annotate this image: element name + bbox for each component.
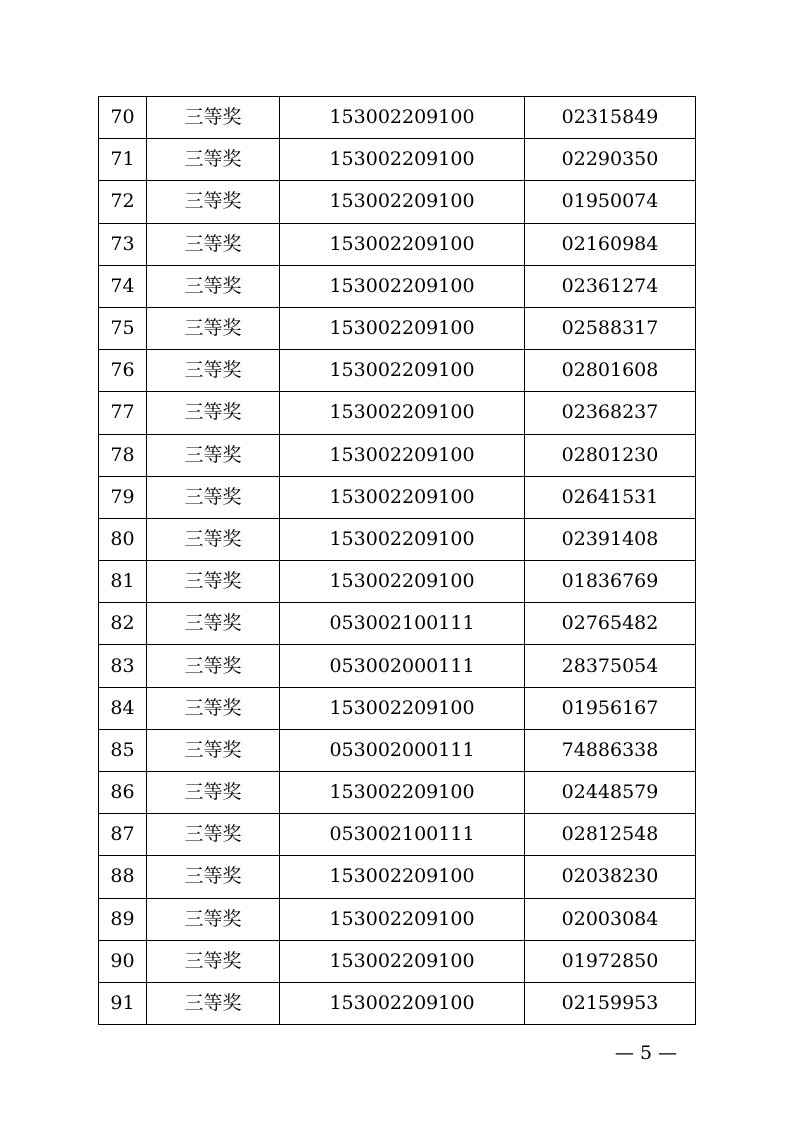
invoice-code: 153002209100 bbox=[280, 898, 525, 940]
prize-level: 三等奖 bbox=[147, 940, 280, 982]
invoice-number: 02812548 bbox=[525, 814, 696, 856]
invoice-code: 153002209100 bbox=[280, 687, 525, 729]
invoice-number: 02588317 bbox=[525, 307, 696, 349]
invoice-number: 74886338 bbox=[525, 729, 696, 771]
table-row bbox=[99, 307, 696, 349]
row-number: 74 bbox=[99, 265, 147, 307]
row-number: 82 bbox=[99, 603, 147, 645]
invoice-number: 02448579 bbox=[525, 772, 696, 814]
invoice-code: 053002100111 bbox=[280, 603, 525, 645]
row-number: 77 bbox=[99, 392, 147, 434]
table-row bbox=[99, 139, 696, 181]
row-number: 90 bbox=[99, 940, 147, 982]
invoice-code: 053002100111 bbox=[280, 814, 525, 856]
table-row bbox=[99, 645, 696, 687]
invoice-code: 153002209100 bbox=[280, 476, 525, 518]
prize-level: 三等奖 bbox=[147, 772, 280, 814]
prize-level: 三等奖 bbox=[147, 265, 280, 307]
prize-level: 三等奖 bbox=[147, 223, 280, 265]
prize-level: 三等奖 bbox=[147, 687, 280, 729]
invoice-number: 02641531 bbox=[525, 476, 696, 518]
table-row bbox=[99, 898, 696, 940]
invoice-code: 153002209100 bbox=[280, 139, 525, 181]
table-row bbox=[99, 265, 696, 307]
table-row bbox=[99, 561, 696, 603]
invoice-number: 01950074 bbox=[525, 181, 696, 223]
row-number: 73 bbox=[99, 223, 147, 265]
invoice-code: 153002209100 bbox=[280, 982, 525, 1024]
prize-level: 三等奖 bbox=[147, 307, 280, 349]
table-row bbox=[99, 476, 696, 518]
row-number: 75 bbox=[99, 307, 147, 349]
row-number: 91 bbox=[99, 982, 147, 1024]
prize-level: 三等奖 bbox=[147, 856, 280, 898]
invoice-code: 053002000111 bbox=[280, 645, 525, 687]
invoice-number: 02160984 bbox=[525, 223, 696, 265]
prize-level: 三等奖 bbox=[147, 434, 280, 476]
invoice-code: 153002209100 bbox=[280, 940, 525, 982]
invoice-number: 02391408 bbox=[525, 518, 696, 560]
prize-level: 三等奖 bbox=[147, 603, 280, 645]
invoice-number: 01956167 bbox=[525, 687, 696, 729]
row-number: 81 bbox=[99, 561, 147, 603]
prize-level: 三等奖 bbox=[147, 561, 280, 603]
row-number: 87 bbox=[99, 814, 147, 856]
prize-level: 三等奖 bbox=[147, 645, 280, 687]
prize-table bbox=[98, 96, 696, 1025]
invoice-code: 153002209100 bbox=[280, 181, 525, 223]
table-row bbox=[99, 350, 696, 392]
table-row bbox=[99, 97, 696, 139]
invoice-code: 153002209100 bbox=[280, 772, 525, 814]
invoice-code: 153002209100 bbox=[280, 856, 525, 898]
invoice-code: 153002209100 bbox=[280, 561, 525, 603]
table-row bbox=[99, 687, 696, 729]
invoice-number: 02361274 bbox=[525, 265, 696, 307]
invoice-code: 153002209100 bbox=[280, 307, 525, 349]
prize-level: 三等奖 bbox=[147, 392, 280, 434]
invoice-number: 01972850 bbox=[525, 940, 696, 982]
row-number: 84 bbox=[99, 687, 147, 729]
invoice-code: 153002209100 bbox=[280, 392, 525, 434]
row-number: 89 bbox=[99, 898, 147, 940]
table-row bbox=[99, 982, 696, 1024]
invoice-code: 153002209100 bbox=[280, 434, 525, 476]
invoice-number: 02159953 bbox=[525, 982, 696, 1024]
row-number: 85 bbox=[99, 729, 147, 771]
row-number: 71 bbox=[99, 139, 147, 181]
invoice-number: 02003084 bbox=[525, 898, 696, 940]
invoice-number: 02038230 bbox=[525, 856, 696, 898]
table-row bbox=[99, 392, 696, 434]
row-number: 79 bbox=[99, 476, 147, 518]
row-number: 86 bbox=[99, 772, 147, 814]
prize-level: 三等奖 bbox=[147, 97, 280, 139]
invoice-code: 153002209100 bbox=[280, 223, 525, 265]
table-row bbox=[99, 603, 696, 645]
invoice-code: 153002209100 bbox=[280, 350, 525, 392]
table-row bbox=[99, 940, 696, 982]
prize-level: 三等奖 bbox=[147, 476, 280, 518]
invoice-number: 02315849 bbox=[525, 97, 696, 139]
table-row bbox=[99, 772, 696, 814]
invoice-number: 02765482 bbox=[525, 603, 696, 645]
row-number: 70 bbox=[99, 97, 147, 139]
row-number: 83 bbox=[99, 645, 147, 687]
invoice-number: 02801230 bbox=[525, 434, 696, 476]
invoice-number: 28375054 bbox=[525, 645, 696, 687]
table-row bbox=[99, 181, 696, 223]
table-row bbox=[99, 434, 696, 476]
row-number: 80 bbox=[99, 518, 147, 560]
invoice-number: 02368237 bbox=[525, 392, 696, 434]
prize-level: 三等奖 bbox=[147, 139, 280, 181]
table-row bbox=[99, 856, 696, 898]
prize-level: 三等奖 bbox=[147, 814, 280, 856]
row-number: 72 bbox=[99, 181, 147, 223]
invoice-number: 02801608 bbox=[525, 350, 696, 392]
table-row bbox=[99, 518, 696, 560]
prize-level: 三等奖 bbox=[147, 729, 280, 771]
invoice-code: 153002209100 bbox=[280, 265, 525, 307]
prize-level: 三等奖 bbox=[147, 518, 280, 560]
prize-level: 三等奖 bbox=[147, 181, 280, 223]
invoice-number: 02290350 bbox=[525, 139, 696, 181]
prize-level: 三等奖 bbox=[147, 982, 280, 1024]
invoice-code: 153002209100 bbox=[280, 97, 525, 139]
row-number: 78 bbox=[99, 434, 147, 476]
table-row bbox=[99, 223, 696, 265]
prize-table-container bbox=[98, 96, 695, 1025]
row-number: 76 bbox=[99, 350, 147, 392]
invoice-code: 153002209100 bbox=[280, 518, 525, 560]
prize-level: 三等奖 bbox=[147, 350, 280, 392]
prize-level: 三等奖 bbox=[147, 898, 280, 940]
page-number: — 5 — bbox=[614, 1042, 678, 1064]
table-row bbox=[99, 814, 696, 856]
invoice-code: 053002000111 bbox=[280, 729, 525, 771]
prize-table-body bbox=[99, 97, 696, 1025]
invoice-number: 01836769 bbox=[525, 561, 696, 603]
row-number: 88 bbox=[99, 856, 147, 898]
table-row bbox=[99, 729, 696, 771]
